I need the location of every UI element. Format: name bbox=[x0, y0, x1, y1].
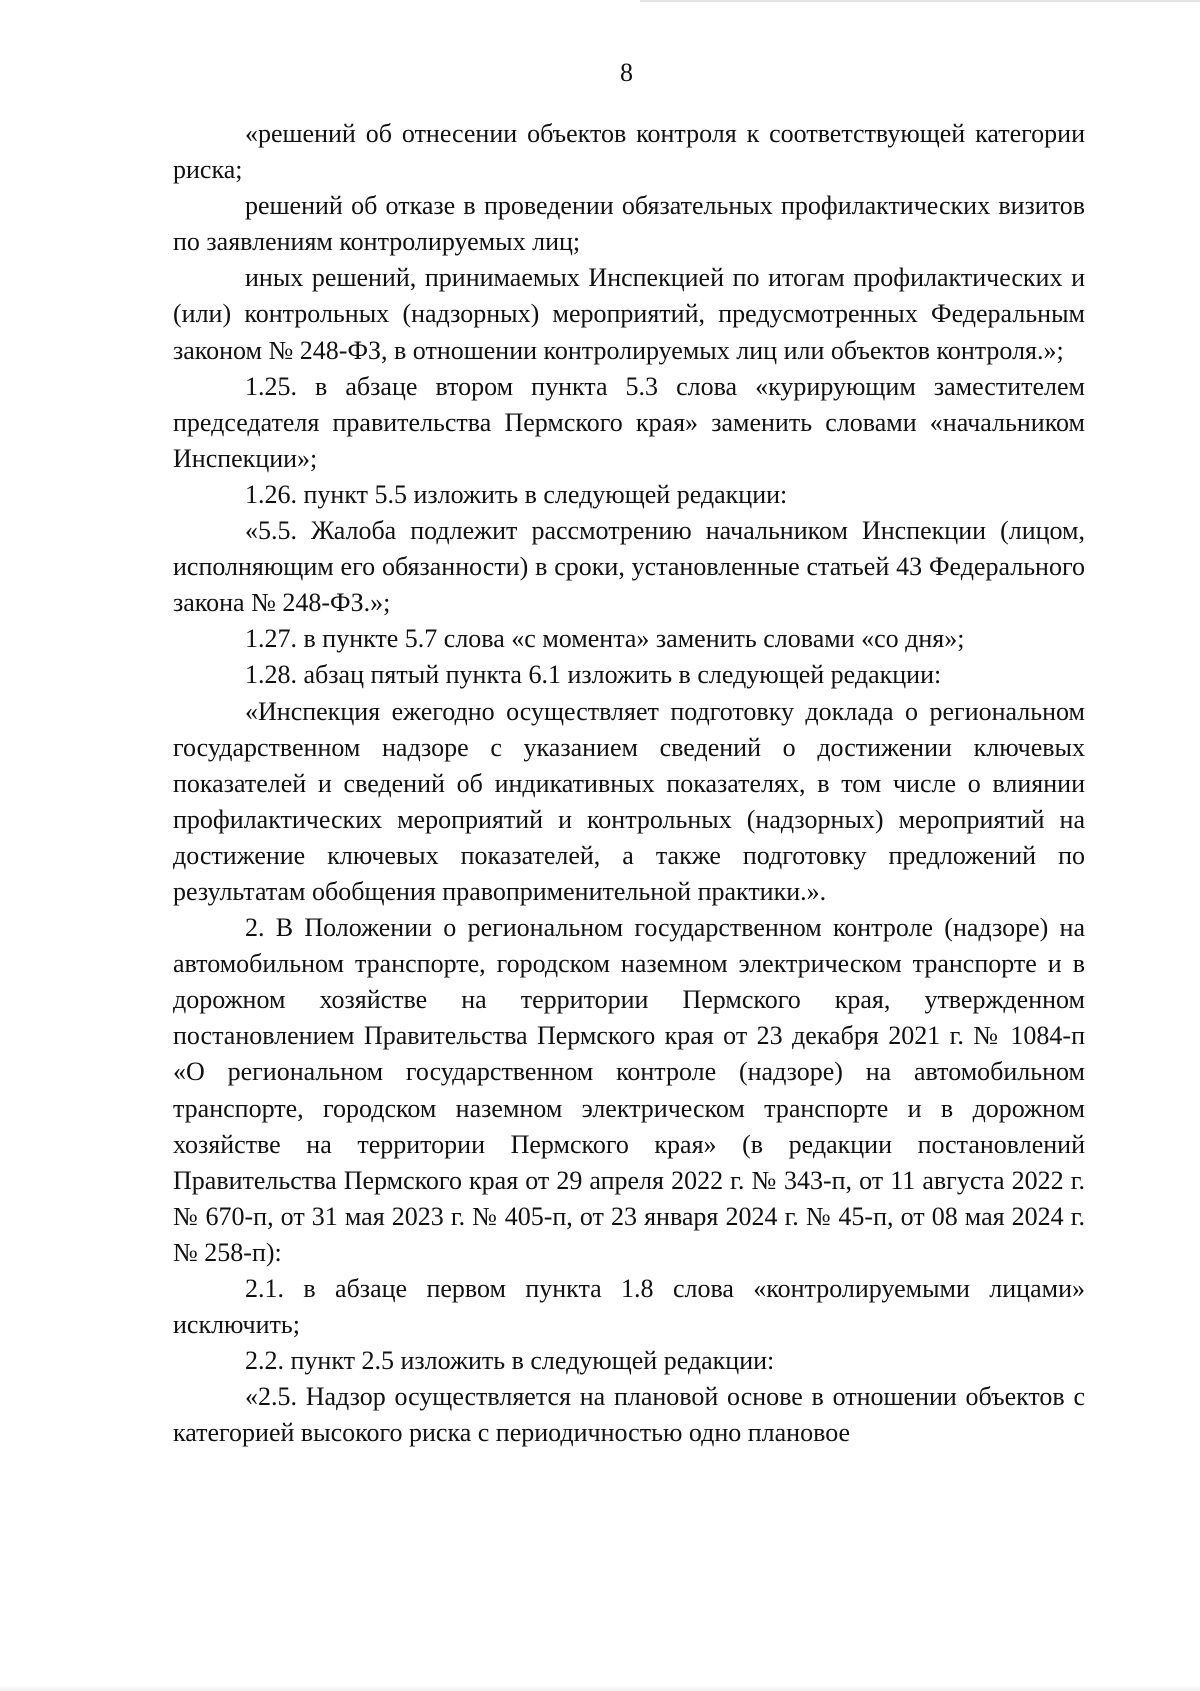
paragraph: решений об отказе в проведении обязательных профилактических визитов по заявлениям контролируемых лиц; bbox=[173, 191, 1085, 257]
scan-bottom-edge bbox=[0, 1685, 1200, 1691]
paragraph: 1.26. пункт 5.5 изложить в следующей редакции: bbox=[245, 479, 788, 509]
scan-top-edge bbox=[640, 0, 1200, 2]
paragraph: «решений об отнесении объектов контроля к соответствующей категории риска; bbox=[173, 119, 1085, 185]
paragraph: иных решений, принимаемых Инспекцией по итогам профилактических и (или) контрольных (надзорных) мероприятий, предусмотренных Федеральным законом № 248-ФЗ, в отношении контролируемых лиц или объектов контроля.»; bbox=[173, 263, 1085, 365]
paragraph: «5.5. Жалоба подлежит рассмотрению начальником Инспекции (лицом, исполняющим его обязанности) в сроки, установленные статьей 43 Федерального закона № 248-ФЗ.»; bbox=[173, 516, 1085, 618]
page-number: 8 bbox=[620, 58, 633, 87]
paragraph: 1.27. в пункте 5.7 слова «с момента» заменить словами «со дня»; bbox=[245, 624, 965, 654]
paragraph: «2.5. Надзор осуществляется на плановой основе в отношении объектов с категорией высокого риска с периодичностью одно плановое bbox=[173, 1382, 1085, 1448]
paragraph: «Инспекция ежегодно осуществляет подготовку доклада о региональном государственном надзоре с указанием сведений о достижении ключевых показателей и сведений об индикативных показателях, в том числе о влиянии профилактических мероприятий и контрольных (надзорных) мероприятий на достижение ключевых показателей, а также подготовку предложений по результатам обобщения правоприменительной практики.». bbox=[173, 696, 1085, 906]
paragraph: 2.2. пункт 2.5 изложить в следующей редакции: bbox=[245, 1346, 775, 1376]
paragraph: 2.1. в абзаце первом пункта 1.8 слова «контролируемыми лицами» исключить; bbox=[173, 1274, 1085, 1340]
document-body bbox=[173, 116, 1085, 1451]
paragraph: 2. В Положении о региональном государственном контроле (надзоре) на автомобильном транспорте, городском наземном электрическом транспорте и в дорожном хозяйстве на территории Пермского края, утвержденном постановлением Правительства Пермского края от 23 декабря 2021 г. № 1084-п «О региональном государственном контроле (надзоре) на автомобильном транспорте, городском наземном электрическом транспорте и в дорожном хозяйстве на территории Пермского края» (в редакции постановлений Правительства Пермского края от 29 апреля 2022 г. № 343-п, от 11 августа 2022 г. № 670-п, от 31 мая 2023 г. № 405-п, от 23 января 2024 г. № 45-п, от 08 мая 2024 г. № 258-п): bbox=[173, 913, 1085, 1267]
paragraph: 1.28. абзац пятый пункта 6.1 изложить в следующей редакции: bbox=[245, 660, 942, 690]
paragraph: 1.25. в абзаце втором пункта 5.3 слова «курирующим заместителем председателя правительства Пермского края» заменить словами «начальником Инспекции»; bbox=[173, 371, 1085, 473]
